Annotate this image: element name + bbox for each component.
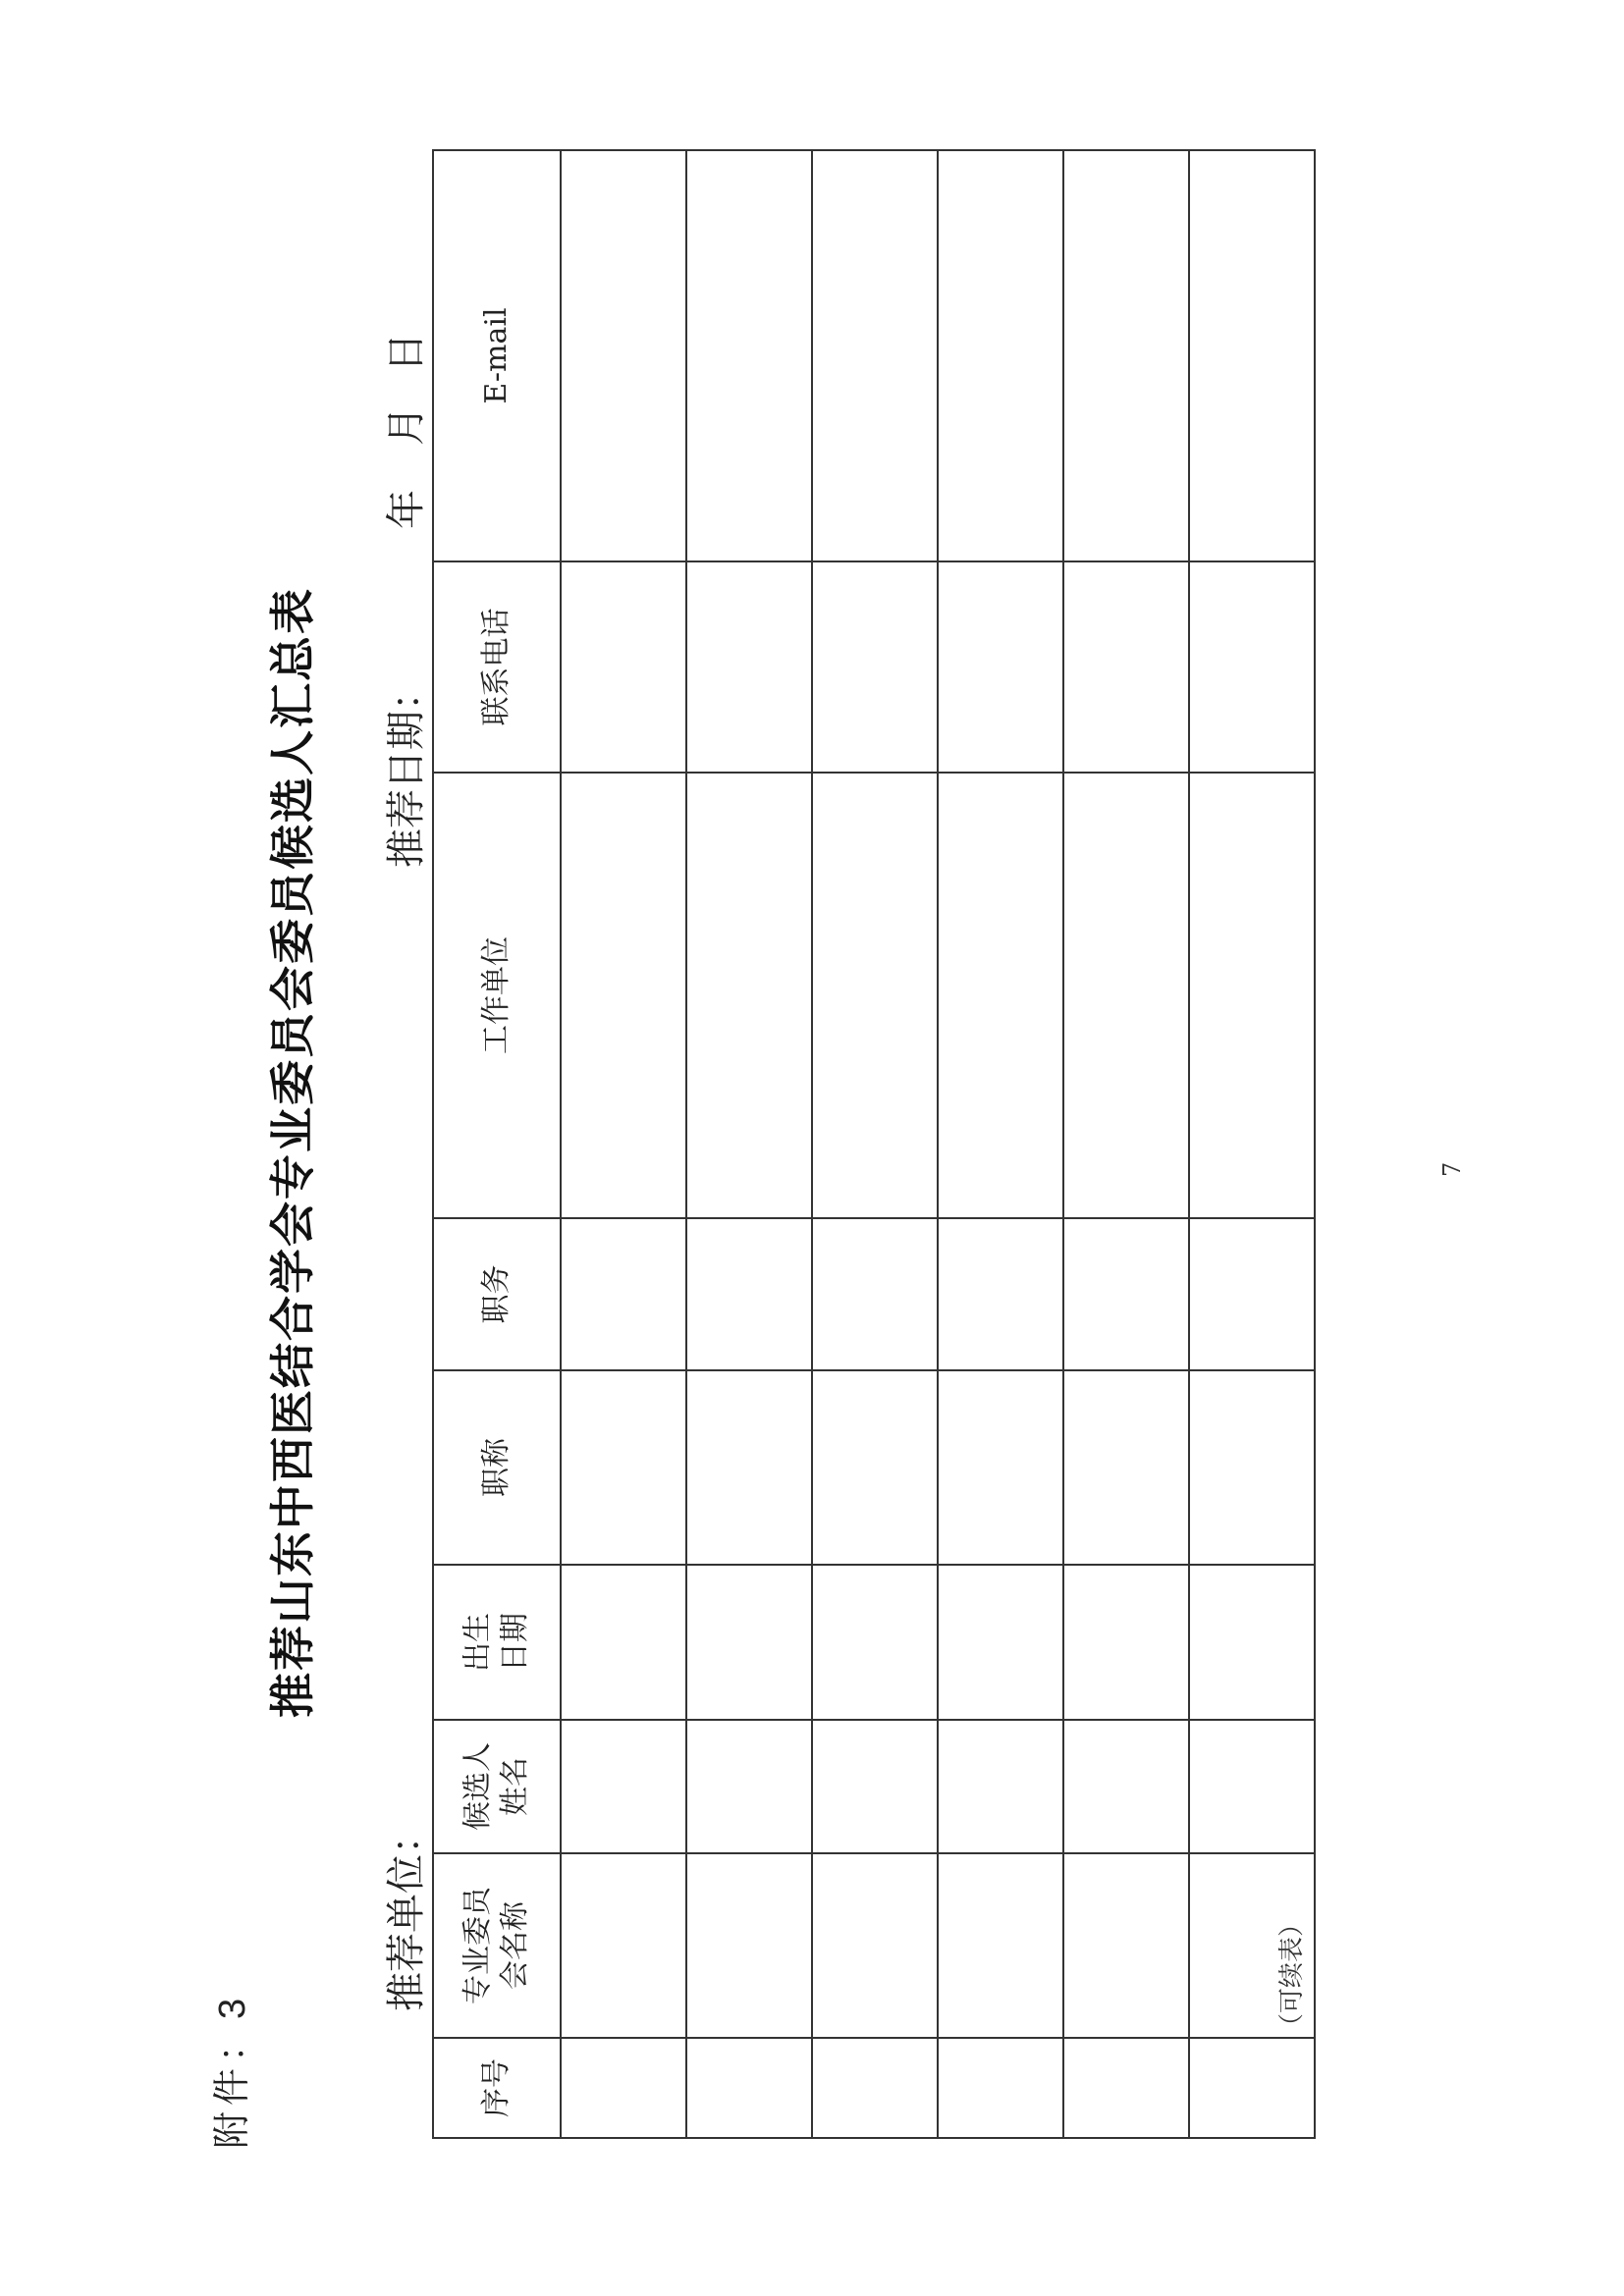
table-cell[interactable] (812, 1720, 938, 1853)
header-position: 职务 (433, 1218, 561, 1370)
table-cell[interactable] (938, 1720, 1063, 1853)
table-cell[interactable] (561, 1218, 686, 1370)
header-candidate-name: 候选人姓名 (433, 1720, 561, 1853)
header-workplace: 工作单位 (433, 773, 561, 1218)
table-cell[interactable] (1063, 1720, 1189, 1853)
table-cell[interactable] (1063, 1218, 1189, 1370)
table-cell[interactable] (561, 2038, 686, 2138)
recommend-date-label: 推荐日期： (384, 671, 429, 868)
table-cell[interactable] (1063, 1565, 1189, 1720)
header-phone: 联系电话 (433, 561, 561, 773)
date-year-label: 年 (384, 490, 429, 529)
table-cell[interactable] (561, 773, 686, 1218)
table-cell[interactable] (686, 1218, 812, 1370)
table-cell[interactable] (1063, 1853, 1189, 2038)
attachment-label: 附件：3 (212, 1992, 253, 2149)
date-month-label: 月 (384, 406, 429, 446)
table-cell[interactable] (1189, 1370, 1315, 1565)
table-row (561, 150, 686, 2138)
table-row (686, 150, 812, 2138)
table-cell[interactable] (1189, 773, 1315, 1218)
table-cell[interactable] (686, 1565, 812, 1720)
table-cell[interactable] (938, 1370, 1063, 1565)
continuation-note: （可续表） (1277, 1910, 1307, 2039)
table-cell[interactable] (1189, 1218, 1315, 1370)
table-cell[interactable] (686, 2038, 812, 2138)
table-cell[interactable] (812, 1853, 938, 2038)
header-birth-date: 出生日期 (433, 1565, 561, 1720)
table-cell[interactable] (686, 773, 812, 1218)
table-header-row (433, 150, 561, 2138)
table-cell[interactable] (1189, 150, 1315, 561)
table-cell[interactable] (561, 1370, 686, 1565)
table-cell[interactable] (686, 150, 812, 561)
table-cell[interactable] (938, 773, 1063, 1218)
table-cell[interactable] (1063, 773, 1189, 1218)
table-cell[interactable] (812, 1218, 938, 1370)
table-cell[interactable] (561, 1720, 686, 1853)
table-cell[interactable] (686, 1370, 812, 1565)
table-cell[interactable] (812, 2038, 938, 2138)
table-cell[interactable] (938, 1565, 1063, 1720)
table-cell[interactable] (938, 1853, 1063, 2038)
table-cell[interactable] (812, 1565, 938, 1720)
table-cell[interactable] (812, 1370, 938, 1565)
table-cell[interactable] (561, 1565, 686, 1720)
table-cell[interactable] (1189, 561, 1315, 773)
candidate-summary-table (432, 149, 1316, 2139)
table-cell[interactable] (1189, 1565, 1315, 1720)
table-cell[interactable] (1063, 561, 1189, 773)
header-committee-name: 专业委员会名称 (433, 1853, 561, 2038)
header-title: 职称 (433, 1370, 561, 1565)
header-index: 序号 (433, 2038, 561, 2138)
date-day-label: 日 (384, 333, 429, 372)
table-cell[interactable] (686, 561, 812, 773)
form-title: 推荐山东中西医结合学会专业委员会委员候选人汇总表 (266, 587, 319, 1718)
table-cell[interactable] (686, 1853, 812, 2038)
table-row (812, 150, 938, 2138)
table-row (1063, 150, 1189, 2138)
table-cell[interactable] (938, 150, 1063, 561)
table-cell[interactable] (938, 1218, 1063, 1370)
table-cell[interactable] (1189, 1720, 1315, 1853)
header-email: E-mail (433, 150, 561, 561)
recommend-unit-label: 推荐单位： (384, 1815, 429, 2011)
table-cell[interactable] (812, 561, 938, 773)
table-cell[interactable] (1063, 150, 1189, 561)
table-cell[interactable] (561, 1853, 686, 2038)
table-cell[interactable] (1063, 1370, 1189, 1565)
table-cell[interactable] (561, 561, 686, 773)
table-cell[interactable] (812, 773, 938, 1218)
table-cell[interactable] (1063, 2038, 1189, 2138)
table-cell[interactable] (561, 150, 686, 561)
table-body (561, 150, 1315, 2138)
table-cell[interactable] (938, 2038, 1063, 2138)
table-row (1189, 150, 1315, 2138)
table-cell[interactable] (938, 561, 1063, 773)
table-cell[interactable] (812, 150, 938, 561)
table-row (938, 150, 1063, 2138)
page-number: 7 (1438, 1161, 1466, 1177)
table-cell[interactable] (686, 1720, 812, 1853)
table-cell[interactable] (1189, 2038, 1315, 2138)
